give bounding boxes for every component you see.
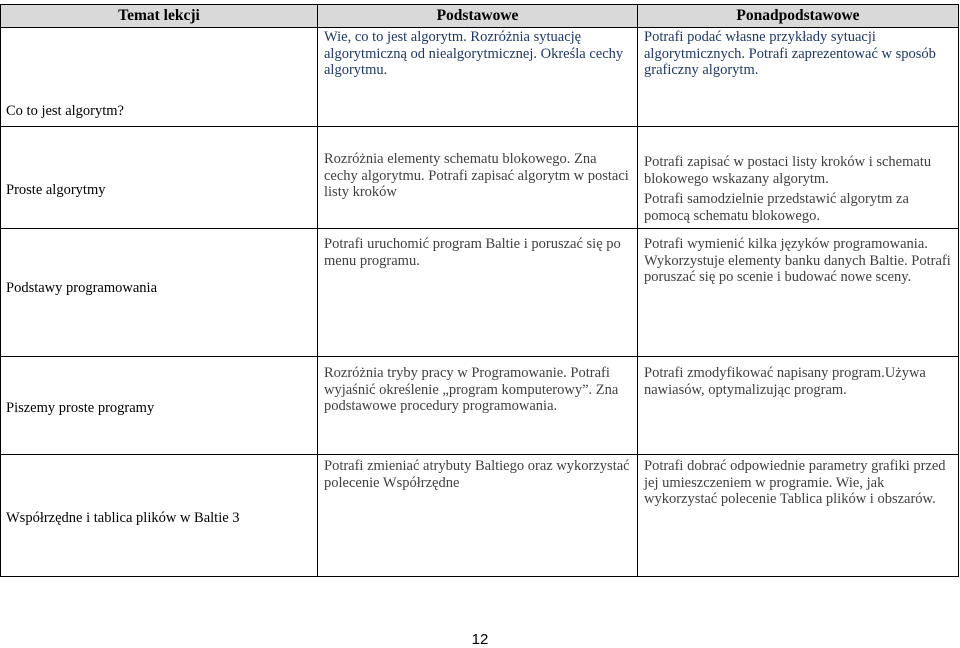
basic-cell (318, 455, 638, 577)
advanced-text: Potrafi zmodyfikować napisany program.Używa nawiasów, optymalizując program. (644, 365, 926, 398)
advanced-cell (638, 28, 959, 127)
header-basic: Podstawowe (318, 5, 638, 28)
basic-text: Rozróżnia tryby pracy w Programowanie. Potrafi wyjaśnić określenie „program komputerowy”. Zna podstawowe procedury programowania. (324, 365, 619, 414)
advanced-cell (638, 127, 959, 229)
advanced-text: Potrafi wymienić kilka języków programowania. Wykorzystuje elementy banku danych Baltie. Potrafi poruszać się po scenie i budować nowe sceny. (644, 236, 951, 285)
advanced-text: Potrafi podać własne przykłady sytuacji algorytmicznych. Potrafi zaprezentować w sposób graficzny algorytm. (644, 29, 936, 78)
topic-cell: Proste algorytmy (1, 127, 318, 229)
table-row (1, 455, 959, 577)
basic-cell (318, 28, 638, 127)
basic-text: Wie, co to jest algorytm. Rozróżnia sytuację algorytmiczną od niealgorytmicznej. Określa cechy algorytmu. (324, 29, 624, 78)
topic-cell: Współrzędne i tablica plików w Baltie 3 (1, 455, 318, 577)
curriculum-table (0, 4, 959, 577)
advanced-text: Potrafi dobrać odpowiednie parametry grafiki przed jej umieszczeniem w programie. Wie, jak wykorzystać polecenie Tablica plików i obszarów. (644, 458, 946, 507)
table-row (1, 229, 959, 357)
basic-cell (318, 229, 638, 357)
advanced-cell (638, 229, 959, 357)
basic-cell (318, 357, 638, 455)
advanced-text: Potrafi zapisać w postaci listy kroków i schematu blokowego wskazany algorytm. (644, 154, 932, 187)
header-row (1, 5, 959, 28)
advanced-cell (638, 357, 959, 455)
page-number: 12 (471, 631, 489, 648)
basic-text: Rozróżnia elementy schematu blokowego. Zna cechy algorytmu. Potrafi zapisać algorytm w postaci listy kroków (324, 151, 629, 200)
basic-text: Potrafi uruchomić program Baltie i poruszać się po menu programu. (324, 236, 621, 269)
table-row (1, 127, 959, 229)
header-topic: Temat lekcji (1, 5, 318, 28)
table-row (1, 357, 959, 455)
table-row (1, 28, 959, 127)
advanced-text: Potrafi samodzielnie przedstawić algorytm za pomocą schematu blokowego. (644, 191, 909, 224)
basic-text: Potrafi zmieniać atrybuty Baltiego oraz wykorzystać polecenie Współrzędne (324, 458, 630, 491)
topic-cell: Co to jest algorytm? (1, 28, 318, 127)
topic-cell: Piszemy proste programy (1, 357, 318, 455)
topic-cell: Podstawy programowania (1, 229, 318, 357)
basic-cell (318, 127, 638, 229)
header-advanced: Ponadpodstawowe (638, 5, 959, 28)
advanced-cell (638, 455, 959, 577)
